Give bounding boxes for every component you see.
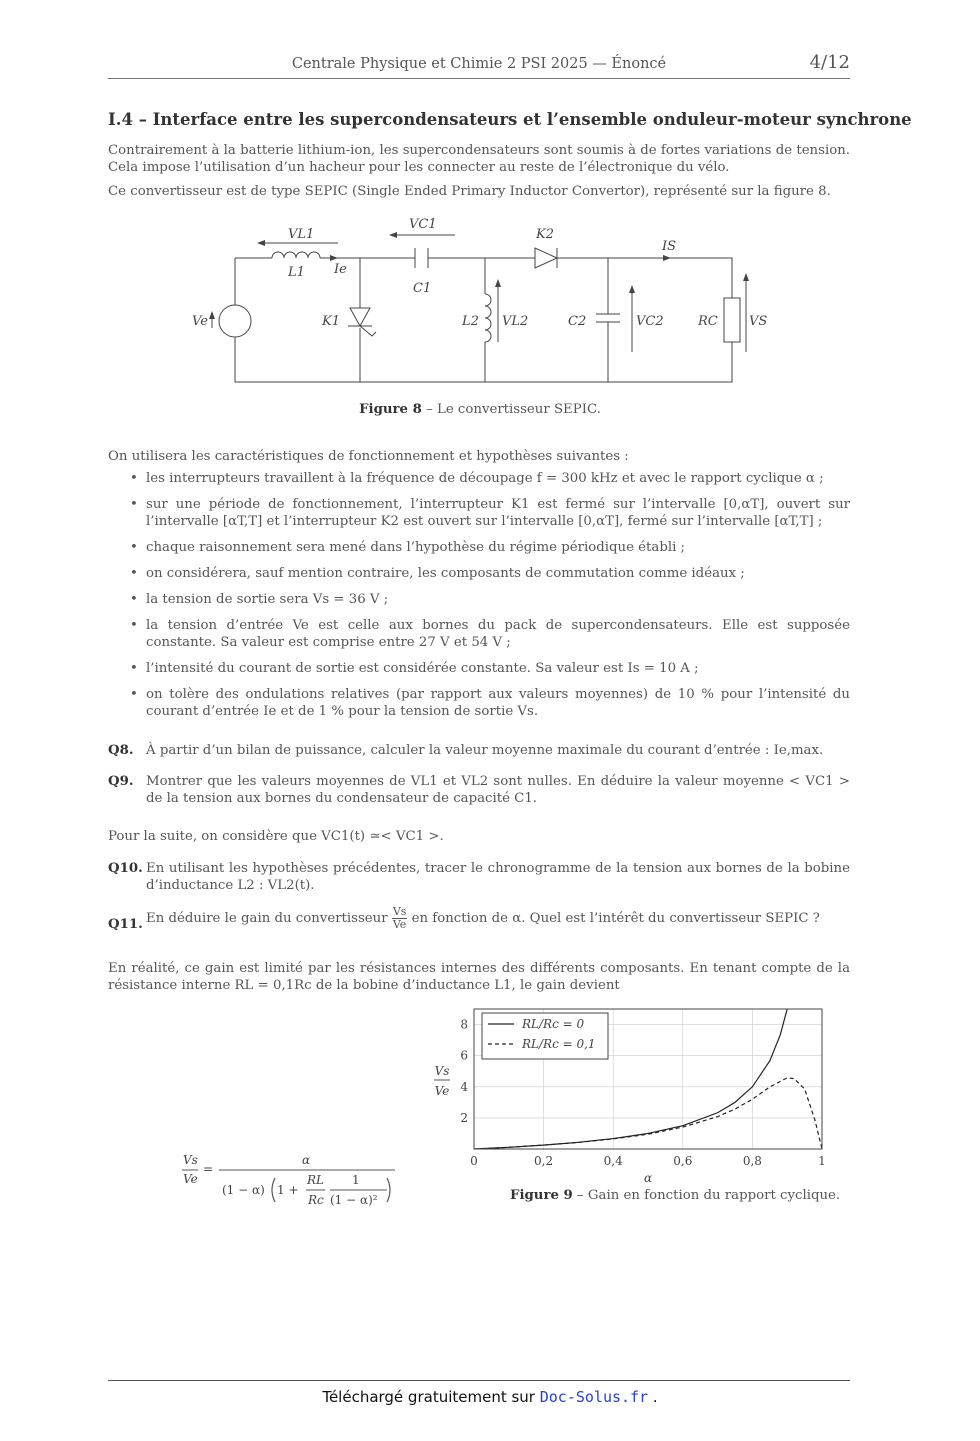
- intro-paragraph-1: Contrairement à la batterie lithium-ion, les supercondensateurs sont soumis à de fortes variations de tension. Cela impose l’utilisation d’un hacheur pour les connecter au reste de l’électronique du vélo.: [108, 143, 850, 175]
- figure-9-caption-text: – Gain en fonction du rapport cyclique.: [572, 1188, 841, 1203]
- hypotheses-intro: On utilisera les caractéristiques de fonctionnement et hypothèses suivantes :: [108, 449, 629, 464]
- formula-sq: (1 − α)²: [330, 1193, 378, 1207]
- list-item: • on tolère des ondulations relatives (par rapport aux valeurs moyennes) de 10 % pour l’intensité du courant d’entrée Ie et de 1 % pour la tension de sortie Vs.: [108, 686, 850, 720]
- formula-lhs-den: Ve: [183, 1172, 198, 1186]
- legend-label-0: RL/Rc = 0: [522, 1017, 585, 1031]
- gain-fraction: [392, 906, 408, 931]
- list-item: • sur une période de fonctionnement, l’interrupteur K1 est fermé sur l’intervalle [0,αT], ouvert sur l’intervalle [αT,T] et l’interrupteur K2 est ouvert sur l’intervalle [0,αT], fermé sur l’intervalle [αT,T] ;: [108, 496, 850, 530]
- intro-paragraph-2: Ce convertisseur est de type SEPIC (Single Ended Primary Inductor Convertor), représenté sur la figure 8.: [108, 184, 831, 199]
- list-item: • chaque raisonnement sera mené dans l’hypothèse du régime périodique établi ;: [108, 539, 850, 556]
- question-q8: [108, 742, 850, 760]
- section-title: I.4 – Interface entre les supercondensateurs et l’ensemble onduleur-moteur synchrone: [108, 110, 912, 129]
- label-ve: Ve: [192, 314, 208, 329]
- label-vc2: VC2: [636, 314, 664, 329]
- formula-rl: RL: [307, 1173, 325, 1187]
- question-number: Q8.: [108, 743, 134, 758]
- label-k2: K2: [536, 227, 554, 242]
- voltage-source-symbol: [219, 305, 251, 337]
- footer-divider: [108, 1380, 850, 1381]
- sepic-circuit-diagram: [180, 210, 780, 390]
- formula-one: 1: [352, 1173, 360, 1187]
- label-vc1: VC1: [409, 217, 437, 232]
- fraction-denominator: Ve: [392, 918, 407, 931]
- x-tick-label: 0,2: [534, 1154, 554, 1168]
- fraction-numerator: Vs: [392, 905, 407, 918]
- list-item: • l’intensité du courant de sortie est considérée constante. Sa valeur est Is = 10 A ;: [108, 660, 850, 677]
- x-tick-label: 0: [470, 1154, 478, 1168]
- question-text: En utilisant les hypothèses précédentes, tracer le chronogramme de la tension aux bornes de la bobine d’inductance L2 : VL2(t).: [146, 861, 850, 893]
- y-tick-label: 8: [460, 1017, 468, 1032]
- question-text: [146, 906, 850, 931]
- y-tick-label: 4: [460, 1079, 468, 1094]
- y-tick-label: 2: [460, 1110, 468, 1125]
- question-text: Montrer que les valeurs moyennes de VL1 et VL2 sont nulles. En déduire la valeur moyenne < VC1 > de la tension aux bornes du condensateur de capacité C1.: [146, 774, 850, 806]
- x-tick-label: 1: [818, 1154, 826, 1168]
- label-l1: L1: [288, 265, 305, 280]
- legend-label-1: RL/Rc = 0,1: [522, 1037, 596, 1051]
- formula-den-one: 1 +: [277, 1183, 299, 1197]
- formula-rc: Rc: [308, 1193, 324, 1207]
- formula-lhs-num: Vs: [183, 1153, 198, 1167]
- question-q10: [108, 860, 850, 896]
- chart-legend: [482, 1013, 608, 1059]
- footer-link[interactable]: Doc-Solus.fr: [539, 1388, 649, 1406]
- page-footer: [0, 1388, 980, 1406]
- gain-chart: [420, 1003, 840, 1183]
- list-item: • les interrupteurs travaillent à la fréquence de découpage f = 300 kHz et avec le rapport cyclique α ;: [108, 470, 850, 487]
- page-number: 4/12: [809, 52, 850, 73]
- label-vl2: VL2: [502, 314, 529, 329]
- y-tick-label: 6: [460, 1048, 468, 1063]
- label-ie: Ie: [334, 262, 347, 277]
- footer-end: .: [648, 1388, 658, 1406]
- question-text-b: en fonction de α. Quel est l’intérêt du convertisseur SEPIC ?: [411, 911, 820, 926]
- x-tick-label: 0,4: [603, 1154, 623, 1168]
- label-is: IS: [662, 239, 677, 254]
- formula-eq: =: [203, 1162, 214, 1176]
- label-rc: RC: [698, 314, 718, 329]
- label-c1: C1: [413, 281, 432, 296]
- page-header: [108, 52, 850, 79]
- label-l2: L2: [462, 314, 479, 329]
- list-item: • on considérera, sauf mention contraire, les composants de commutation comme idéaux ;: [108, 565, 850, 582]
- label-vl1: VL1: [288, 227, 315, 242]
- question-number: Q9.: [108, 774, 134, 789]
- question-text-a: En déduire le gain du convertisseur: [146, 911, 388, 926]
- question-number: Q10.: [108, 861, 143, 876]
- x-tick-label: 0,6: [673, 1154, 693, 1168]
- x-axis-label: α: [643, 1171, 653, 1183]
- figure-9-number: Figure 9: [510, 1188, 573, 1203]
- figure-8-number: Figure 8: [359, 402, 422, 417]
- y-axis-label-num: Vs: [434, 1064, 450, 1078]
- x-tick-label: 0,8: [742, 1154, 762, 1168]
- reality-paragraph: En réalité, ce gain est limité par les résistances internes des différents composants. En tenant compte de la résistance interne RL = 0,1Rc de la bobine d’inductance L1, le gain devient: [108, 961, 850, 993]
- question-number: Q11.: [108, 917, 143, 932]
- figure-8-caption-text: – Le convertisseur SEPIC.: [421, 402, 601, 417]
- question-q11: [108, 906, 850, 946]
- label-k1: K1: [322, 314, 340, 329]
- hypotheses-list: [108, 470, 850, 729]
- suite-statement: Pour la suite, on considère que VC1(t) ≃< VC1 >.: [108, 829, 444, 844]
- gain-formula: [175, 1148, 405, 1212]
- label-vs: VS: [749, 314, 768, 329]
- footer-text: Téléchargé gratuitement sur: [322, 1388, 540, 1406]
- figure-8-caption: [0, 402, 960, 417]
- header-title: Centrale Physique et Chimie 2 PSI 2025 — Énoncé: [291, 56, 667, 72]
- y-axis-label-den: Ve: [434, 1084, 450, 1098]
- list-item: • la tension d’entrée Ve est celle aux bornes du pack de supercondensateurs. Elle est supposée constante. Sa valeur est comprise entre 27 V et 54 V ;: [108, 617, 850, 651]
- series-line-1: [474, 1078, 822, 1149]
- formula-numerator: α: [302, 1153, 311, 1167]
- figure-9-caption: [510, 1188, 840, 1203]
- question-text: À partir d’un bilan de puissance, calculer la valeur moyenne maximale du courant d’entrée : Ie,max.: [146, 743, 824, 758]
- label-c2: C2: [568, 314, 587, 329]
- formula-den-a: (1 − α): [222, 1183, 265, 1197]
- list-item: • la tension de sortie sera Vs = 36 V ;: [108, 591, 850, 608]
- question-q9: [108, 773, 850, 809]
